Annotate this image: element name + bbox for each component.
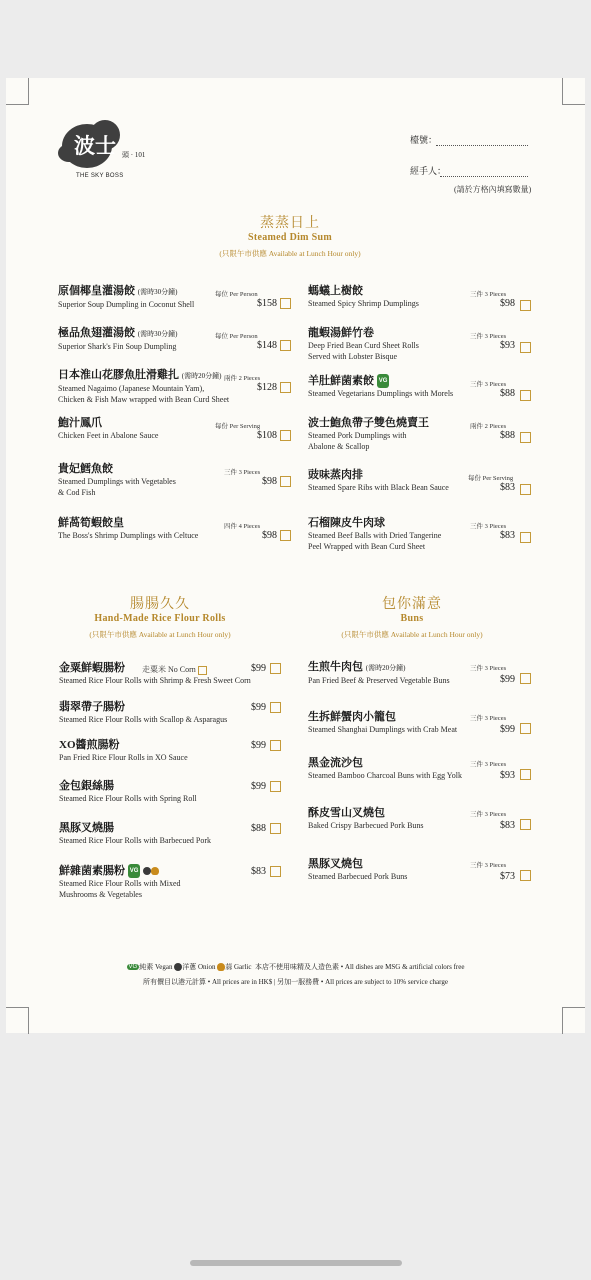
- legend-vegan: 純素 Vegan: [139, 963, 173, 971]
- item-name-zh-text: XO醬煎腸粉: [59, 739, 120, 751]
- item-name-zh: [308, 516, 543, 530]
- no-corn-label: 走粟米 No Corn: [142, 665, 196, 674]
- quantity-checkbox[interactable]: [270, 823, 281, 834]
- item-price: $88: [500, 388, 515, 399]
- item-name-zh: [308, 806, 543, 820]
- item-name-en: Steamed Spare Ribs with Black Bean Sauce: [308, 483, 449, 492]
- item-price: $83: [500, 482, 515, 493]
- table-number-label: 檯號：: [410, 135, 438, 145]
- item-portion: 每份 Per Serving: [468, 475, 514, 482]
- item-portion: 三件 3 Pieces: [470, 715, 507, 722]
- item-time-note: (需時20分鐘): [181, 372, 222, 380]
- quantity-checkbox[interactable]: [520, 390, 531, 401]
- item-name-en-2: & Cod Fish: [58, 488, 96, 497]
- item-name-zh-text: 極品魚翅灌湯餃: [58, 327, 135, 339]
- item-name-zh: [308, 374, 543, 388]
- item-portion: 三件 3 Pieces: [470, 811, 507, 818]
- crop-mark: [6, 1007, 29, 1034]
- footer-prices: 所有價目以港元計算 • All prices are in HK$ | 另加一服務費 • All prices are subject to 10% service charge: [143, 978, 448, 986]
- item-name-en: Steamed Nagaimo (Japanese Mountain Yam),: [58, 384, 205, 393]
- item-name-en: Steamed Rice Flour Rolls with Scallop & Asparagus: [59, 715, 228, 724]
- item-name-en: Steamed Beef Balls with Dried Tangerine: [308, 531, 442, 540]
- brand-name: THE SKY BOSS: [76, 173, 124, 179]
- quantity-checkbox[interactable]: [280, 298, 291, 309]
- item-portion: 三件 3 Pieces: [470, 665, 507, 672]
- item-name-zh-text: 龍蝦湯鮮竹卷: [308, 327, 374, 339]
- garlic-icon: [217, 963, 225, 971]
- item-price: $99: [251, 702, 266, 713]
- item-name-zh: [308, 326, 543, 340]
- item-name-zh-text: 日本淮山花膠魚肚滑雞扎: [58, 369, 179, 381]
- item-portion: 三件 3 Pieces: [470, 761, 507, 768]
- no-corn-checkbox[interactable]: [198, 666, 207, 675]
- item-time-note: (需時30分鐘): [137, 330, 178, 338]
- item-portion: 兩件 2 Pieces: [470, 423, 507, 430]
- item-name-en: Deep Fried Bean Curd Sheet Rolls: [308, 341, 419, 350]
- item-price: $98: [262, 476, 277, 487]
- item-name-en: Superior Soup Dumpling in Coconut Shell: [58, 300, 195, 309]
- item-name-en: Steamed Barbecued Pork Buns: [308, 872, 408, 881]
- vegan-icon: VG: [128, 964, 138, 971]
- server-field[interactable]: [440, 176, 528, 177]
- item-price: $148: [257, 340, 277, 351]
- crop-mark: [562, 78, 585, 105]
- item-portion: 三件 3 Pieces: [470, 862, 507, 869]
- section-note: (只限午市供應 Available at Lunch Hour only): [341, 630, 483, 639]
- item-name-zh-text: 鮑汁鳳爪: [58, 417, 102, 429]
- item-portion: 三件 3 Pieces: [470, 333, 507, 340]
- server-label: 經手人：: [410, 166, 447, 176]
- item-portion: 三件 3 Pieces: [470, 381, 507, 388]
- item-name-en: Steamed Bamboo Charcoal Buns with Egg Yolk: [308, 771, 462, 780]
- quantity-checkbox[interactable]: [520, 342, 531, 353]
- item-name-zh-text: 波士鮑魚帶子雙色燒賣王: [308, 417, 429, 429]
- item-name-zh: [308, 284, 543, 298]
- quantity-checkbox[interactable]: [520, 723, 531, 734]
- item-name-en: Superior Shark's Fin Soup Dumpling: [58, 342, 177, 351]
- section-title-zh: 蒸蒸日上: [260, 216, 320, 231]
- item-name-zh: [308, 857, 543, 871]
- item-portion: 四件 4 Pieces: [224, 523, 261, 530]
- quantity-checkbox[interactable]: [270, 781, 281, 792]
- quantity-checkbox[interactable]: [520, 819, 531, 830]
- item-name-zh: [308, 416, 543, 430]
- logo-side-text: 頭 · 101: [122, 151, 146, 159]
- quantity-checkbox[interactable]: [280, 530, 291, 541]
- item-portion: 每位 Per Person: [215, 291, 258, 298]
- onion-icon: [174, 963, 182, 971]
- item-name-zh-text: 金包銀絲腸: [59, 780, 114, 792]
- item-portion: 三件 3 Pieces: [470, 291, 507, 298]
- item-price: $158: [257, 298, 277, 309]
- item-name-zh-text: 黑豚叉燒腸: [59, 822, 114, 834]
- item-name-en: Steamed Vegetarians Dumplings with Morels: [308, 389, 454, 399]
- quantity-checkbox[interactable]: [280, 382, 291, 393]
- quantity-note: (請於方格內填寫數量): [454, 185, 532, 194]
- item-name-zh-text: 翡翠帶子腸粉: [59, 701, 125, 713]
- item-name-en-2: Mushrooms & Vegetables: [59, 890, 142, 900]
- item-price: $93: [500, 340, 515, 351]
- item-name-en: Steamed Rice Flour Rolls with Mixed: [59, 879, 181, 889]
- quantity-checkbox[interactable]: [280, 476, 291, 487]
- item-name-zh-text: 鮮雜菌素腸粉: [59, 865, 125, 877]
- quantity-checkbox[interactable]: [520, 769, 531, 780]
- legend-msg: 本店不使用味精及人造色素 • All dishes are MSG & artificial colors free: [254, 963, 465, 971]
- item-name-en: Baked Crispy Barbecued Pork Buns: [308, 821, 424, 830]
- item-name-en: Pan Fried Beef & Preserved Vegetable Buns: [308, 676, 450, 685]
- item-price: $83: [251, 866, 266, 877]
- item-name-zh-text: 生拆鮮蟹肉小籠包: [308, 711, 396, 723]
- item-name-en: The Boss's Shrimp Dumplings with Celtuce: [58, 531, 199, 540]
- quantity-checkbox[interactable]: [520, 870, 531, 881]
- item-portion: 每位 Per Person: [215, 333, 258, 340]
- item-name-zh-text: 螞蟻上樹餃: [308, 285, 363, 297]
- legend-onion: 洋蔥 Onion: [182, 963, 216, 971]
- section-title-zh: 腸腸久久: [130, 597, 190, 612]
- brand-logo: [58, 120, 146, 180]
- item-name-en: Steamed Rice Flour Rolls with Barbecued Pork: [59, 836, 211, 845]
- quantity-checkbox[interactable]: [280, 430, 291, 441]
- item-name-zh-text: 原個椰皇灌湯餃: [58, 285, 135, 297]
- quantity-checkbox[interactable]: [520, 673, 531, 684]
- item-name-zh-text: 豉味蒸肉排: [308, 469, 363, 481]
- item-name-en: Steamed Rice Flour Rolls with Spring Roll: [59, 794, 197, 803]
- section-note: (只限午市供應 Available at Lunch Hour only): [219, 249, 361, 258]
- no-corn-option: [142, 664, 207, 675]
- item-name-en-2: Peel Wrapped with Bean Curd Sheet: [308, 542, 426, 551]
- quantity-checkbox[interactable]: [520, 532, 531, 543]
- item-name-en: Chicken Feet in Abalone Sauce: [58, 431, 159, 440]
- vegan-icon: VG: [128, 864, 141, 878]
- item-name-en: Steamed Rice Flour Rolls with Shrimp & Fresh Sweet Corn: [59, 676, 251, 685]
- item-name-zh: [308, 660, 543, 675]
- item-name-en: Steamed Dumplings with Vegetables: [58, 477, 176, 486]
- item-name-en-2: Served with Lobster Bisque: [308, 352, 398, 361]
- item-price: $99: [251, 663, 266, 674]
- item-name-en-2: Abalone & Scallop: [308, 442, 370, 451]
- item-name-zh-text: 黑金流沙包: [308, 757, 363, 769]
- item-portion: 兩件 2 Pieces: [224, 375, 261, 382]
- item-name-zh-text: 鮮萵筍蝦餃皇: [58, 517, 124, 529]
- item-price: $99: [251, 740, 266, 751]
- item-price: $88: [251, 823, 266, 834]
- quantity-checkbox[interactable]: [270, 740, 281, 751]
- item-name-en-2: Chicken & Fish Maw wrapped with Bean Curd Sheet: [58, 395, 230, 404]
- item-price: $98: [262, 530, 277, 541]
- garlic-icon: [151, 867, 159, 875]
- legend-garlic: 蒜 Garlic: [225, 963, 252, 971]
- quantity-checkbox[interactable]: [520, 432, 531, 443]
- item-name-zh-text: 金粟鮮蝦腸粉: [59, 662, 125, 674]
- item-portion: 三件 3 Pieces: [470, 523, 507, 530]
- home-indicator[interactable]: [190, 1260, 402, 1266]
- onion-icon: [143, 867, 151, 875]
- item-price: $99: [500, 674, 515, 685]
- item-name-zh-text: 石榴陳皮牛肉球: [308, 517, 385, 529]
- quantity-checkbox[interactable]: [280, 340, 291, 351]
- item-name-zh: [308, 756, 543, 770]
- item-price: $73: [500, 871, 515, 882]
- item-price: $128: [257, 382, 277, 393]
- vegan-icon: VG: [377, 374, 390, 388]
- quantity-checkbox[interactable]: [520, 300, 531, 311]
- item-name-zh: [308, 710, 543, 724]
- item-time-note: (需時20分鐘): [365, 664, 406, 672]
- item-price: $99: [500, 724, 515, 735]
- item-name-zh-text: 黑豚叉燒包: [308, 858, 363, 870]
- item-price: $88: [500, 430, 515, 441]
- item-price: $83: [500, 530, 515, 541]
- item-name-en: Steamed Pork Dumplings with: [308, 431, 407, 440]
- item-price: $83: [500, 820, 515, 831]
- quantity-checkbox[interactable]: [270, 702, 281, 713]
- section-title-en: Steamed Dim Sum: [248, 232, 332, 243]
- table-number-field[interactable]: [436, 145, 528, 146]
- item-name-en: Steamed Shanghai Dumplings with Crab Meat: [308, 725, 458, 734]
- crop-mark: [6, 78, 29, 105]
- item-name-zh-text: 貴妃鱈魚餃: [58, 463, 113, 475]
- section-note: (只限午市供應 Available at Lunch Hour only): [89, 630, 231, 639]
- section-title-zh: 包你滿意: [382, 597, 442, 612]
- item-price: $99: [251, 781, 266, 792]
- item-price: $93: [500, 770, 515, 781]
- item-price: $98: [500, 298, 515, 309]
- item-name-zh-text: 羊肚鮮菌素餃: [308, 375, 374, 387]
- item-name-en: Pan Fried Rice Flour Rolls in XO Sauce: [59, 753, 188, 762]
- quantity-checkbox[interactable]: [270, 663, 281, 674]
- quantity-checkbox[interactable]: [270, 866, 281, 877]
- item-portion: 三件 3 Pieces: [224, 469, 261, 476]
- crop-mark: [562, 1007, 585, 1034]
- section-title-en: Hand-Made Rice Flour Rolls: [94, 613, 226, 624]
- section-title-en: Buns: [400, 613, 424, 624]
- item-name-en: Steamed Spicy Shrimp Dumplings: [308, 299, 419, 308]
- item-price: $108: [257, 430, 277, 441]
- item-time-note: (需時30分鐘): [137, 288, 178, 296]
- logo-mark: 波士: [74, 134, 116, 158]
- item-portion: 每份 Per Serving: [215, 423, 261, 430]
- quantity-checkbox[interactable]: [520, 484, 531, 495]
- footer-legend: [40, 962, 551, 972]
- item-name-zh-text: 生煎牛肉包: [308, 661, 363, 673]
- item-name-zh-text: 酥皮雪山叉燒包: [308, 807, 385, 819]
